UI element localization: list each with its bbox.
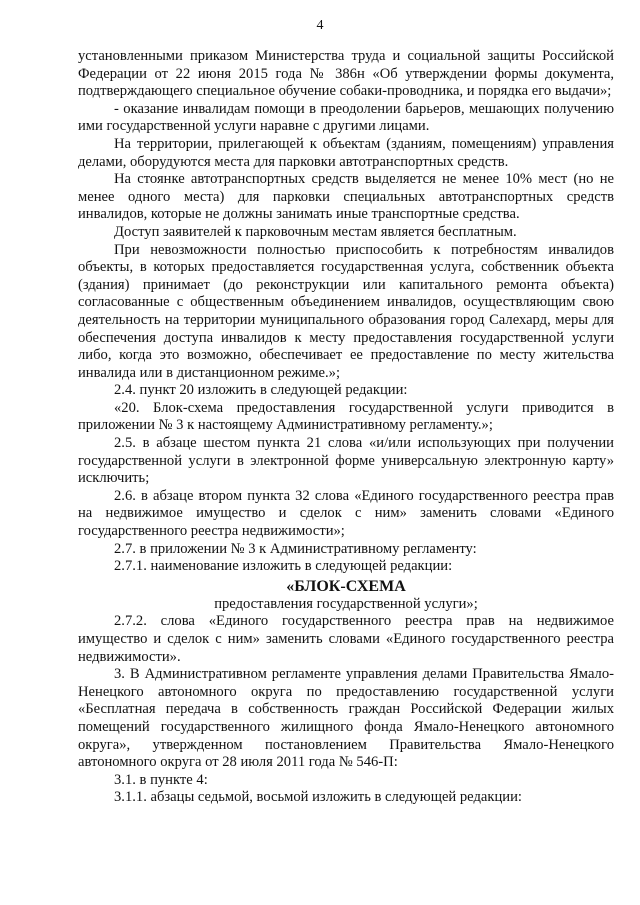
paragraph-continuation: установленными приказом Министерства труда и социальной защиты Российской Федерации от 22 июня 2015 года № 386н «Об утверждении формы документа, подтверждающего специальное обучение собаки-проводника, и порядка его выдачи»; — [78, 48, 614, 100]
paragraph-item-20: «20. Блок-схема предоставления государственной услуги приводится в приложении № 3 к настоящему Административному регламенту.»; — [78, 399, 614, 434]
paragraph-2-7-1: 2.7.1. наименование изложить в следующей редакции: — [114, 558, 453, 575]
paragraph-2-4: 2.4. пункт 20 изложить в следующей редакции: — [114, 382, 408, 399]
flowchart-subheading: предоставления государственной услуги»; — [214, 595, 478, 612]
paragraph-2-7: 2.7. в приложении № 3 к Административному регламенту: — [114, 540, 477, 557]
paragraph-parking-ten-percent: На стоянке автотранспортных средств выделяется не менее 10% мест (но не менее одного места) для парковки специальных автотранспортных средств инвалидов, которые не должны занимать иные транспортные средства. — [78, 171, 614, 223]
page-number: 4 — [316, 18, 324, 33]
document-body — [78, 48, 614, 807]
flowchart-heading: «БЛОК-СХЕМА — [286, 577, 406, 595]
paragraph-3-1: 3.1. в пункте 4: — [114, 771, 208, 788]
paragraph-assistance: - оказание инвалидам помощи в преодолении барьеров, мешающих получению ими государственной услуги наравне с другими лицами. — [78, 100, 614, 135]
paragraph-3-1-1: 3.1.1. абзацы седьмой, восьмой изложить в следующей редакции: — [114, 789, 522, 806]
paragraph-free-parking: Доступ заявителей к парковочным местам является бесплатным. — [114, 223, 517, 240]
paragraph-section-3: 3. В Административном регламенте управления делами Правительства Ямало-Ненецкого автономного округа по предоставлению государственной услуги «Бесплатная передача в собственность граждан Российской Федерации жилых помещений государственного жилищного фонда Ямало-Ненецкого автономного округа», утвержденном постановлением Правительства Ямало-Ненецкого автономного округа от 28 июля 2011 года № 546-П: — [78, 666, 614, 771]
paragraph-2-7-2: 2.7.2. слова «Единого государственного реестра прав на недвижимое имущество и сделок с ним» заменить словами «Единого государственного реестра недвижимости». — [78, 613, 614, 665]
paragraph-accessibility: При невозможности полностью приспособить к потребностям инвалидов объекты, в которых предоставляется государственная услуга, собственник объекта (здания) принимает (до реконструкции или капитального ремонта объекта) согласованные с общественным объединением инвалидов, осуществляющим свою деятельность на территории муниципального образования город Салехард, меры для обеспечения доступа инвалидов к месту предоставления государственной услуги либо, когда это возможно, обеспечивает ее предоставление по месту жительства инвалида или в дистанционном режиме.»; — [78, 241, 614, 381]
paragraph-2-5: 2.5. в абзаце шестом пункта 21 слова «и/или использующих при получении государственной услуги в электронной форме универсальную электронную карту» исключить; — [78, 435, 614, 487]
paragraph-2-6: 2.6. в абзаце втором пункта 32 слова «Единого государственного реестра прав на недвижимое имущество и сделок с ним» заменить словами «Единого государственного реестра недвижимости»; — [78, 487, 614, 540]
paragraph-parking-territory: На территории, прилегающей к объектам (зданиям, помещениям) управления делами, оборудуются места для парковки автотранспортных средств. — [78, 135, 614, 170]
